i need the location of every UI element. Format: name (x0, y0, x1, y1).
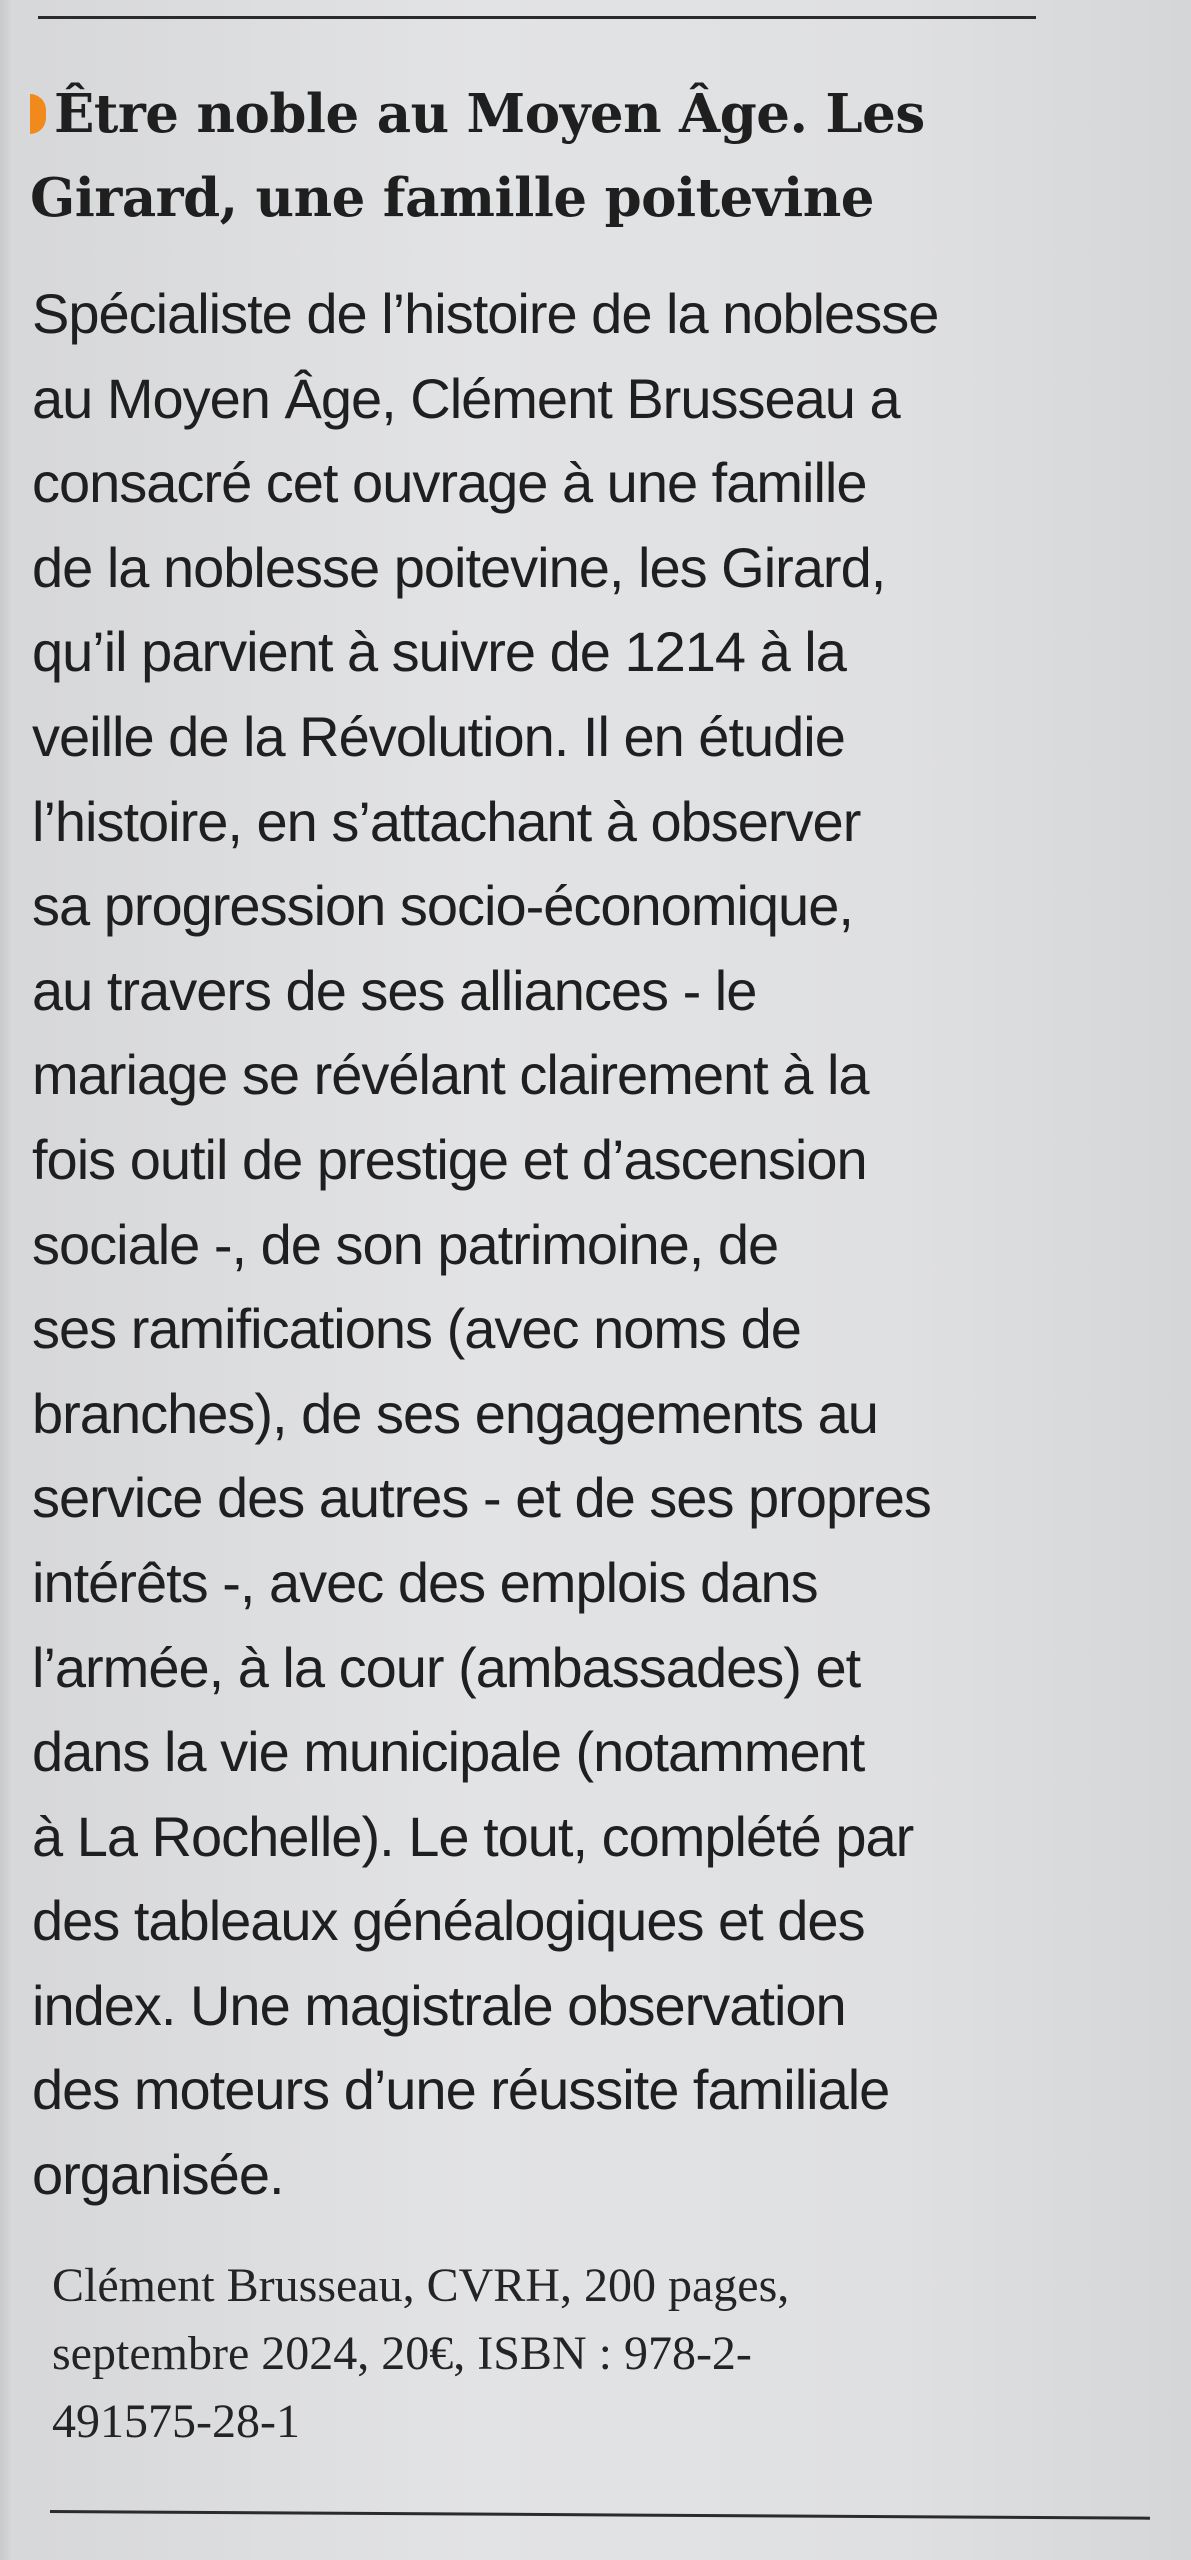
body-line: mariage se révélant clairement à la (32, 1043, 869, 1107)
body-line: au Moyen Âge, Clément Brusseau a (32, 366, 900, 430)
body-line: des tableaux généalogiques et des (32, 1889, 865, 1953)
body-line: organisée. (32, 2143, 284, 2207)
credit-line: Clément Brusseau, CVRH, 200 pages, (52, 2259, 790, 2312)
body-line: branches), de ses engagements au (32, 1381, 878, 1445)
title-line-2: Girard, une famille poitevine (30, 167, 875, 229)
top-rule-divider (38, 16, 1036, 19)
article-title (30, 72, 1040, 240)
body-line: l’histoire, en s’attachant à observer (32, 789, 861, 853)
body-line: à La Rochelle). Le tout, complété par (32, 1804, 914, 1868)
credit-line: septembre 2024, 20€, ISBN : 978-2- (52, 2327, 752, 2380)
body-line: sa progression socio-économique, (32, 874, 853, 938)
body-line: dans la vie municipale (notamment (32, 1720, 865, 1784)
title-line-1: Être noble au Moyen Âge. Les (54, 83, 925, 145)
body-line: au travers de ses alliances - le (32, 958, 757, 1022)
orange-bullet-icon (30, 94, 46, 134)
body-line: index. Une magistrale observation (32, 1973, 846, 2037)
body-line: service des autres - et de ses propres (32, 1466, 931, 1530)
credit-line: 491575-28-1 (52, 2395, 300, 2448)
body-line: veille de la Révolution. Il en étudie (32, 704, 845, 768)
book-credit (52, 2252, 1052, 2456)
body-line: intérêts -, avec des emplois dans (32, 1550, 818, 1614)
body-line: de la noblesse poitevine, les Girard, (32, 535, 886, 599)
body-line: ses ramifications (avec noms de (32, 1297, 801, 1361)
body-line: qu’il parvient à suivre de 1214 à la (32, 620, 846, 684)
body-line: l’armée, à la cour (ambassades) et (32, 1635, 861, 1699)
body-line: sociale -, de son patrimoine, de (32, 1212, 779, 1276)
body-line: Spécialiste de l’histoire de la noblesse (32, 282, 939, 345)
page-edge (0, 0, 14, 2560)
bottom-rule-divider (50, 2510, 1150, 2520)
article-body (32, 272, 1042, 2218)
body-line: des moteurs d’une réussite familiale (32, 2058, 890, 2122)
body-line: consacré cet ouvrage à une famille (32, 451, 867, 515)
body-line: fois outil de prestige et d’ascension (32, 1127, 867, 1191)
